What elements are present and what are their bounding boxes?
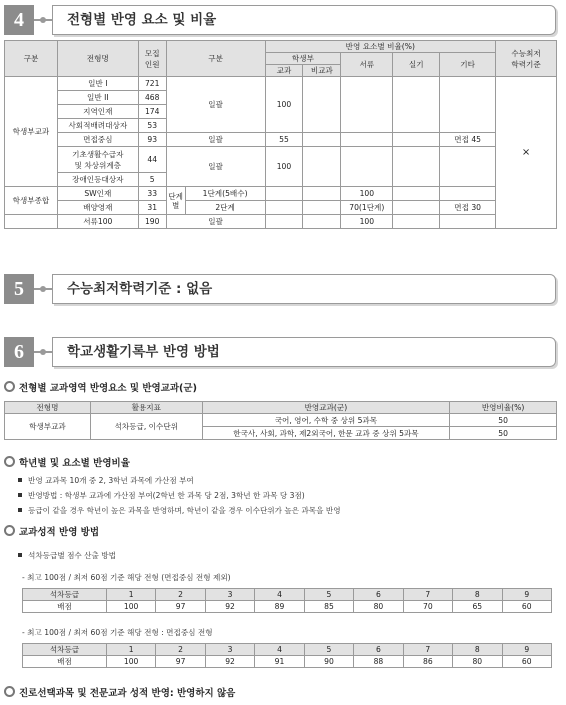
score-cell: 97 [156,656,205,668]
section-6-header [4,337,556,367]
grade-cell: 5 [304,589,353,601]
grade-cell: 4 [255,644,304,656]
section-number: 5 [4,274,34,304]
grade-cell: 8 [453,644,502,656]
circle-bullet-icon [4,456,15,467]
header-recruit: 모집 인원 [138,41,166,77]
score-cell: 100 [106,601,155,613]
section-title: 전형별 반영 요소 및 비율 [67,12,217,28]
subheading-grade-method: 교과성적 반영 방법 [4,524,99,538]
score-cell: 88 [354,656,403,668]
section-title: 수능최저학력기준 : 없음 [67,281,213,297]
score-cell: 65 [453,601,502,613]
subject-area-table: 전형명 활용지표 반영교과(군) 반영비율(%) 학생부교과 석차등급, 이수단위 국어, 영어, 수학 중 상위 5과목 50 한국사, 사회, 과학, 제2외국어, 한문 교과 중 상위 5과목 50 [4,401,557,440]
score-cell: 60 [502,601,551,613]
grade-cell: 6 [354,644,403,656]
grade-cell: 5 [304,644,353,656]
table-row: 학생부교과 일반 I 721 일괄 100 × [5,77,557,91]
grade-cell: 1 [106,644,155,656]
bullet-item: 등급이 같을 경우 학년이 높은 과목을 반영하며, 학년이 같을 경우 이수단위가 높은 과목을 반영 [18,505,341,516]
section-4-header [4,5,556,35]
score-cell: 91 [255,656,304,668]
table-row: 장애인등대상자 5 [5,173,557,187]
admission-ratio-table: 구분 전형명 모집 인원 구분 반영 요소별 비율(%) 수능최저 학력기준 학생부 서류 실기 기타 교과 비교과 학생부교과 일반 I 721 일괄 100 × 일반 II 468 지역인재 174 사회적배려대상자 53 면접중심 93 일괄 55 면접 45 기초생활수급자 및 차상위계층 44 일괄 100 장애인등대상자 5 학생부종합 SW인재 33 단계별 1단계(5배수) 100 배양영재 31 2단계 70(1단계) 면접 30 서류100 190 일괄 100 [4,40,557,229]
grade-cell: 7 [403,644,452,656]
circle-bullet-icon [4,686,15,697]
bullet-item: 반영방법 : 학생부 교과에 가산점 부여(2학년 한 과목 당 2점, 3학년 한 과목 당 3점) [18,490,305,501]
section-number: 6 [4,337,34,367]
grade-cell: 8 [453,589,502,601]
section-title: 학교생활기록부 반영 방법 [67,344,220,360]
table-row: 배양영재 31 2단계 70(1단계) 면접 30 [5,201,557,215]
grade-cell: 2 [156,644,205,656]
circle-bullet-icon [4,525,15,536]
grade-score-table-2: 석차등급 1 2 3 4 5 6 7 8 9 배점 100 97 92 91 90 88 86 80 60 [22,643,552,668]
score-cell: 85 [304,601,353,613]
score-cell: 80 [453,656,502,668]
grade-cell: 2 [156,589,205,601]
grade-cell: 4 [255,589,304,601]
grade-cell: 7 [403,589,452,601]
section-number: 4 [4,5,34,35]
score-cell: 97 [156,601,205,613]
score-cell: 92 [205,601,254,613]
note-line: - 최고 100점 / 최저 60점 기준 해당 전형 (면접중심 전형 제외) [22,573,231,582]
grade-cell: 9 [502,644,551,656]
table-row: 서류100 190 일괄 100 [5,215,557,229]
note-line: - 최고 100점 / 최저 60점 기준 해당 전형 : 면접중심 전형 [22,628,213,637]
grade-cell: 1 [106,589,155,601]
score-cell: 100 [106,656,155,668]
grade-score-table-1: 석차등급 1 2 3 4 5 6 7 8 9 배점 100 97 92 89 85 80 70 65 60 [22,588,552,613]
grade-cell: 6 [354,589,403,601]
table-row: 면접중심 93 일괄 55 면접 45 [5,133,557,147]
table-row: 일반 II 468 [5,91,557,105]
table-row: 사회적배려대상자 53 [5,119,557,133]
subheading-career-subjects: 진로선택과목 및 전문교과 성적 반영: 반영하지 않음 [4,685,235,699]
bullet-item: 반영 교과목 10개 중 2, 3학년 과목에 가산점 부여 [18,475,194,486]
score-cell: 70 [403,601,452,613]
table-row: 학생부종합 SW인재 33 단계별 1단계(5배수) 100 [5,187,557,201]
grade-cell: 3 [205,589,254,601]
subheading-year-ratio: 학년별 및 요소별 반영비율 [4,455,130,469]
section-5-header [4,274,556,304]
score-cell: 89 [255,601,304,613]
bullet-item: 석차등급별 점수 산출 방법 [18,550,116,561]
table-row: 지역인재 174 [5,105,557,119]
circle-bullet-icon [4,381,15,392]
score-cell: 90 [304,656,353,668]
score-cell: 86 [403,656,452,668]
grade-cell: 9 [502,589,551,601]
table-row: 기초생활수급자 및 차상위계층 44 일괄 100 [5,147,557,173]
score-cell: 80 [354,601,403,613]
grade-cell: 3 [205,644,254,656]
score-cell: 92 [205,656,254,668]
score-cell: 60 [502,656,551,668]
subheading-subject-area: 전형별 교과영역 반영요소 및 반영교과(군) [4,380,197,394]
